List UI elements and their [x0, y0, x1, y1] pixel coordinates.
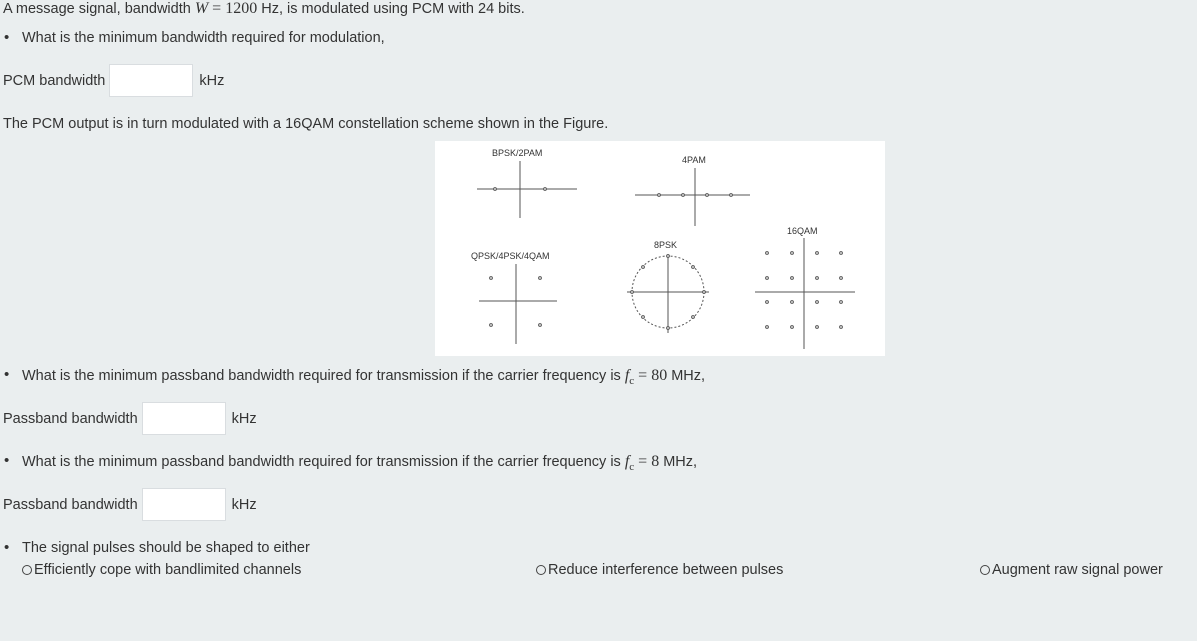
option-signal-power-label: Augment raw signal power [992, 562, 1163, 578]
pcm-bandwidth-row [3, 64, 224, 97]
qam-intro-text: The PCM output is in turn modulated with a 16QAM constellation scheme shown in the Figure. [3, 116, 609, 132]
carrier-value-1: 80 [651, 367, 668, 384]
psk8-constellation [627, 254, 709, 333]
qpsk-constellation [479, 264, 557, 344]
passband-input-2[interactable] [142, 488, 226, 521]
question-3-math [624, 453, 660, 474]
question-4 [0, 540, 310, 556]
intro-pre: A message signal, bandwidth [3, 1, 195, 17]
carrier-value-2: 8 [651, 453, 660, 470]
var-f: f [624, 367, 630, 384]
option-signal-power[interactable] [980, 562, 1163, 578]
question-2-text [22, 367, 706, 388]
passband-row-2 [3, 488, 257, 521]
question-1-text: What is the minimum bandwidth required for modulation, [22, 30, 385, 46]
option-bandlimited[interactable] [22, 562, 301, 578]
passband-label-1: Passband bandwidth [3, 410, 138, 427]
question-4-text: The signal pulses should be shaped to either [22, 540, 310, 556]
passband-input-1[interactable] [142, 402, 226, 435]
equals: = [208, 0, 226, 17]
pcm-bandwidth-label: PCM bandwidth [3, 72, 106, 89]
option-bandlimited-label: Efficiently cope with bandlimited channels [34, 562, 302, 578]
label-bpsk: BPSK/2PAM [492, 148, 543, 158]
question-2 [0, 367, 705, 387]
bpsk-constellation [477, 161, 577, 218]
passband-row-1 [3, 402, 257, 435]
question-2-post: MHz, [667, 368, 706, 384]
sub-c: c [629, 375, 635, 388]
pcm-bandwidth-unit: kHz [199, 72, 225, 89]
label-8psk: 8PSK [654, 240, 678, 250]
equals: = [634, 367, 652, 384]
intro-post: Hz, is modulated using PCM with 24 bits. [257, 1, 525, 17]
label-qpsk: QPSK/4PSK/4QAM [471, 251, 550, 261]
passband-unit-2: kHz [231, 496, 257, 513]
question-3 [0, 453, 697, 473]
var-w: W [194, 0, 209, 17]
sub-c: c [629, 461, 635, 474]
equals: = [634, 453, 652, 470]
label-4pam: 4PAM [682, 155, 706, 165]
radio-icon[interactable] [536, 565, 546, 575]
option-interference-label: Reduce interference between pulses [548, 562, 784, 578]
var-f: f [624, 453, 630, 470]
passband-unit-1: kHz [231, 410, 257, 427]
question-2-pre: What is the minimum passband bandwidth required for transmission if the carrier frequency is [22, 368, 625, 384]
intro-text [3, 0, 525, 18]
qam16-constellation [755, 238, 855, 349]
question-3-post: MHz, [659, 454, 698, 470]
radio-icon[interactable] [980, 565, 990, 575]
question-3-pre: What is the minimum passband bandwidth required for transmission if the carrier frequency is [22, 454, 625, 470]
label-16qam: 16QAM [787, 226, 818, 236]
pcm-bandwidth-input[interactable] [109, 64, 193, 97]
intro-math [195, 0, 257, 17]
pam4-constellation [635, 168, 750, 226]
constellation-figure [435, 141, 885, 356]
question-3-text [22, 453, 698, 474]
question-2-math [624, 367, 668, 388]
bandwidth-value: 1200 [225, 0, 258, 17]
option-interference[interactable] [536, 562, 783, 578]
constellation-diagram [435, 141, 885, 356]
passband-label-2: Passband bandwidth [3, 496, 138, 513]
radio-icon[interactable] [22, 565, 32, 575]
question-1 [0, 30, 385, 46]
